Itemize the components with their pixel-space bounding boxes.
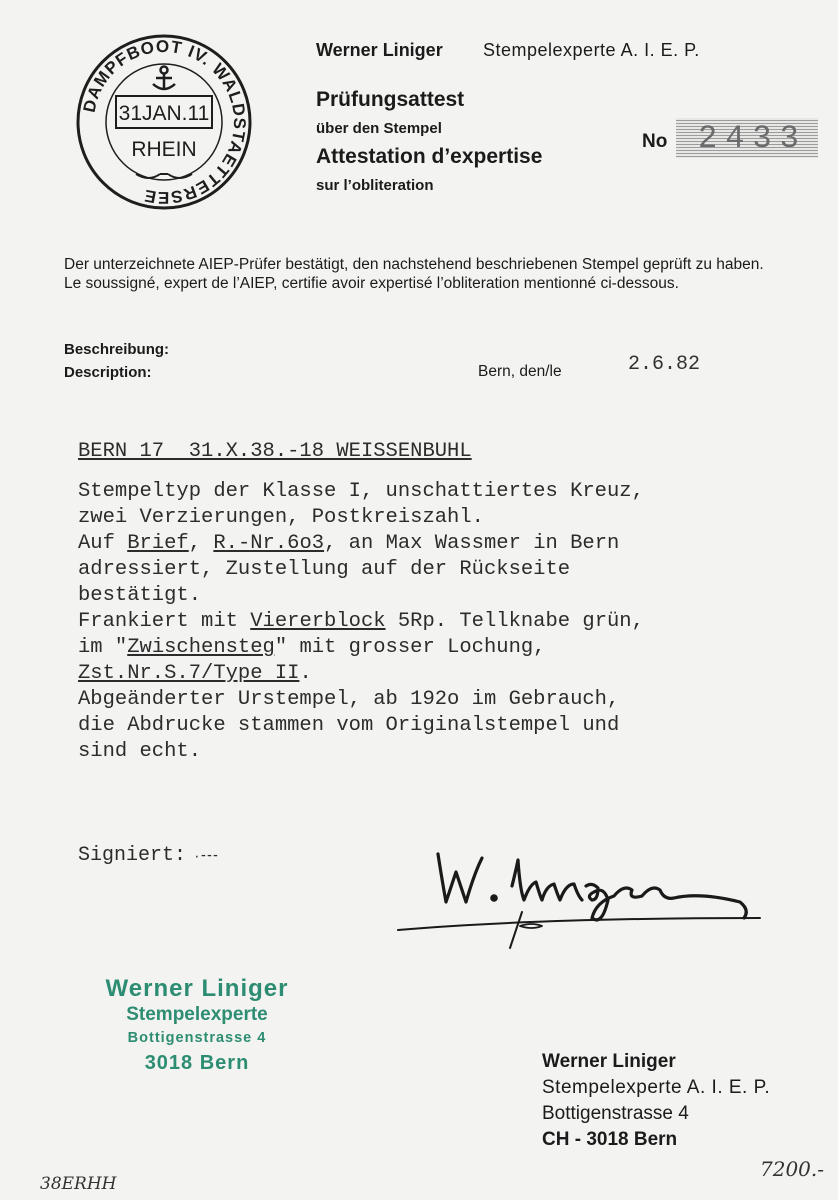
stamp-name: Werner Liniger (105, 975, 289, 1002)
description-label-german: Beschreibung: (64, 341, 170, 358)
certificate-number-label: No (642, 131, 668, 152)
intro-german: Der unterzeichnete AIEP-Prüfer bestätigt, den nachstehend beschriebenen Stempel geprüft zu haben. (64, 256, 764, 273)
body-line-franking: Frankiert mit Viererblock 5Rp. Tellknabe grün, (78, 610, 644, 633)
french-title: Attestation d’expertise (316, 145, 543, 168)
signed-label: Signiert: ·⁃⁃⁃ (78, 844, 219, 867)
body-line-type: Zst.Nr.S.7/Type II. (78, 662, 312, 685)
handwritten-note-left: 38ERHH (40, 1174, 117, 1194)
header-expert-name: Werner Liniger (316, 40, 443, 60)
german-subtitle: über den Stempel (316, 120, 442, 137)
stamp-city: 3018 Bern (144, 1052, 250, 1074)
intro-text (64, 255, 804, 293)
place-date-label: Bern, den/le (478, 363, 562, 380)
address-city: CH - 3018 Bern (542, 1129, 678, 1150)
body-line: adressiert, Zustellung auf der Rückseite (78, 558, 571, 581)
body-line: Stempeltyp der Klasse I, unschattiertes Kreuz, (78, 480, 644, 503)
dampfboot-postmark-seal (74, 32, 254, 212)
seal-place: RHEIN (131, 138, 197, 161)
intro-french: Le soussigné, expert de l’AIEP, certifie avoir expertisé l’obliteration mentionné ci-dessous. (64, 275, 679, 292)
certificate-date: 2.6.82 (628, 353, 701, 376)
stamp-title: Stempelexperte (126, 1004, 268, 1025)
seal-ring-text: DAMPFBOOT IV. WALDSTAETTERSEE (79, 36, 250, 208)
address-street: Bottigenstrasse 4 (542, 1103, 689, 1124)
stamp-street: Bottigenstrasse 4 (127, 1030, 267, 1046)
handwritten-price: 7200.- (760, 1157, 825, 1181)
body-line: bestätigt. (78, 584, 202, 607)
certificate-number-value: 2433 (698, 120, 807, 157)
body-line: zwei Verzierungen, Postkreiszahl. (78, 506, 484, 529)
header-expert-title: Stempelexperte A. I. E. P. (483, 40, 700, 60)
body-line: Abgeänderter Urstempel, ab 192o im Gebrauch, (78, 688, 620, 711)
address-name: Werner Liniger (542, 1051, 676, 1072)
body-line-gutter: im "Zwischensteg" mit grosser Lochung, (78, 636, 546, 659)
description-label-french: Description: (64, 364, 152, 381)
seal-date: 31JAN.11 (118, 102, 210, 125)
german-title: Prüfungsattest (316, 88, 465, 111)
body-line: die Abdrucke stammen vom Originalstempel und (78, 714, 620, 737)
body-line: sind echt. (78, 740, 202, 763)
postmark-heading: BERN 17 31.X.38.-18 WEISSENBUHL (78, 440, 472, 463)
address-title: Stempelexperte A. I. E. P. (542, 1077, 771, 1098)
french-subtitle: sur l’obliteration (316, 177, 434, 194)
anchor-icon (153, 67, 175, 91)
body-line-cover: Auf Brief, R.-Nr.6o3, an Max Wassmer in Bern (78, 532, 620, 555)
handwritten-signature (390, 840, 770, 960)
